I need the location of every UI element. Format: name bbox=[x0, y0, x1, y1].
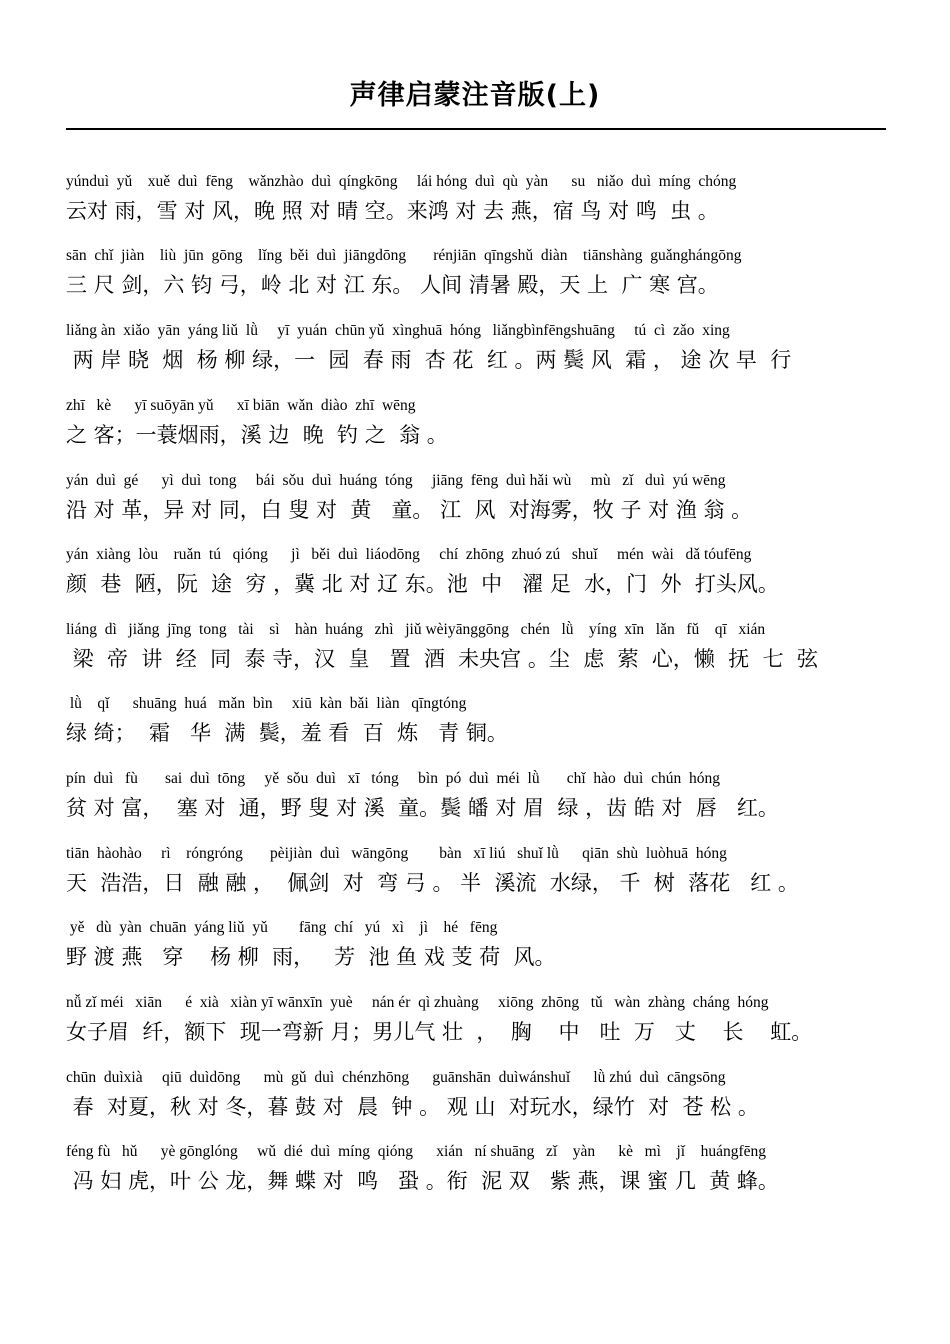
hanzi-row: 贫 对 富， 塞 对 通，野 叟 对 溪 童。鬓 皤 对 眉 绿 ，齿 皓 对 唇 红。 bbox=[66, 796, 779, 820]
hanzi-row: 绿 绮； 霜 华 满 鬓，羞 看 百 炼 青 铜。 bbox=[66, 721, 508, 745]
verse-line bbox=[66, 396, 896, 451]
hanzi-row: 三 尺 剑，六 钧 弓，岭 北 对 江 东。 人间 清暑 殿，天 上 广 寒 宫。 bbox=[66, 273, 719, 297]
pinyin-row: liǎng àn xiǎo yān yáng liǔ lǜ yī yuán chūn yǔ xìnghuā hóng liǎngbìnfēngshuāng tú cì zǎo xing bbox=[66, 322, 730, 339]
verse-line bbox=[66, 1068, 896, 1123]
pinyin-row: yán xiàng lòu ruǎn tú qióng jì běi duì liáodōng chí zhōng zhuó zú shuǐ mén wài dǎ tóufēng bbox=[66, 546, 752, 563]
verse-line bbox=[66, 694, 896, 749]
verse-line bbox=[66, 620, 896, 675]
hanzi-row: 冯 妇 虎，叶 公 龙，舞 蝶 对 鸣 蛩 。衔 泥 双 紫 燕，课 蜜 几 黄 蜂。 bbox=[66, 1169, 779, 1193]
hanzi-row: 天 浩浩，日 融 融 ， 佩剑 对 弯 弓 。 半 溪流 水绿， 千 树 落花 红 。 bbox=[66, 871, 799, 895]
verse-line bbox=[66, 321, 896, 376]
pinyin-row: pín duì fù sai duì tōng yě sǒu duì xī tóng bìn pó duì méi lǜ chǐ hào duì chún hóng bbox=[66, 770, 720, 787]
verse-line bbox=[66, 993, 896, 1048]
hanzi-row: 沿 对 革，异 对 同，白 叟 对 黄 童。 江 风 对海雾，牧 子 对 渔 翁 。 bbox=[66, 498, 753, 522]
hanzi-row: 梁 帝 讲 经 同 泰 寺，汉 皇 置 酒 未央宫 。尘 虑 萦 心，懒 抚 七 弦 bbox=[66, 647, 818, 671]
hanzi-row: 颜 巷 陋，阮 途 穷 ，冀 北 对 辽 东。池 中 濯 足 水，门 外 打头风。 bbox=[66, 572, 779, 596]
pinyin-row: chūn duìxià qiū duìdōng mù gǔ duì chénzhōng guānshān duìwánshuǐ lǜ zhú duì cāngsōng bbox=[66, 1069, 726, 1086]
pinyin-row: yán duì gé yì duì tong bái sǒu duì huáng tóng jiāng fēng duì hǎi wù mù zǐ duì yú wēng bbox=[66, 472, 726, 489]
pinyin-row: nǚ zǐ méi xiān é xià xiàn yī wānxīn yuè nán ér qì zhuàng xiōng zhōng tǔ wàn zhàng cháng hóng bbox=[66, 994, 769, 1011]
verse-line bbox=[66, 769, 896, 824]
pinyin-row: féng fù hǔ yè gōnglóng wǔ dié duì míng qióng xián ní shuāng zǐ yàn kè mì jǐ huángfēng bbox=[66, 1143, 766, 1160]
pinyin-row: sān chǐ jiàn liù jūn gōng lǐng běi duì jiāngdōng rénjiān qīngshǔ diàn tiānshàng guǎnghángōng bbox=[66, 247, 742, 264]
hanzi-row: 野 渡 燕 穿 杨 柳 雨， 芳 池 鱼 戏 芰 荷 风。 bbox=[66, 945, 556, 969]
pinyin-row: yúnduì yǔ xuě duì fēng wǎnzhào duì qíngkōng lái hóng duì qù yàn su niǎo duì míng chóng bbox=[66, 173, 737, 190]
pinyin-row: liáng dì jiǎng jīng tong tài sì hàn huáng zhì jiǔ wèiyānggōng chén lǜ yíng xīn lǎn fǔ qī xián bbox=[66, 621, 766, 638]
hanzi-row: 之 客；一蓑烟雨，溪 边 晚 钓 之 翁 。 bbox=[66, 423, 448, 447]
verse-line bbox=[66, 545, 896, 600]
pinyin-row: zhī kè yī suōyān yǔ xī biān wǎn diào zhī wēng bbox=[66, 397, 416, 414]
verse-line bbox=[66, 1142, 896, 1197]
verse-line bbox=[66, 918, 896, 973]
verse-line bbox=[66, 172, 896, 227]
hanzi-row: 女子眉 纤，额下 现一弯新 月；男儿气 壮 ， 胸 中 吐 万 丈 长 虹。 bbox=[66, 1020, 813, 1044]
document-title: 声律启蒙注音版(上) bbox=[349, 80, 601, 111]
title-divider bbox=[66, 128, 886, 130]
hanzi-row: 云对 雨，雪 对 风，晚 照 对 晴 空。来鸿 对 去 燕，宿 鸟 对 鸣 虫 。 bbox=[66, 199, 719, 223]
pinyin-row: tiān hàohào rì róngróng pèijiàn duì wāngōng bàn xī liú shuǐ lǜ qiān shù luòhuā hóng bbox=[66, 845, 727, 862]
hanzi-row: 春 对夏，秋 对 冬，暮 鼓 对 晨 钟 。 观 山 对玩水，绿竹 对 苍 松 。 bbox=[66, 1095, 759, 1119]
verse-line bbox=[66, 471, 896, 526]
pinyin-row: yě dù yàn chuān yáng liǔ yǔ fāng chí yú xì jì hé fēng bbox=[66, 919, 498, 936]
hanzi-row: 两 岸 晓 烟 杨 柳 绿，一 园 春 雨 杏 花 红 。两 鬓 风 霜 ， 途 次 早 行 bbox=[66, 348, 792, 372]
verse-line bbox=[66, 246, 896, 301]
verse-line bbox=[66, 844, 896, 899]
pinyin-row: lǜ qǐ shuāng huá mǎn bìn xiū kàn bǎi liàn qīngtóng bbox=[66, 695, 467, 712]
